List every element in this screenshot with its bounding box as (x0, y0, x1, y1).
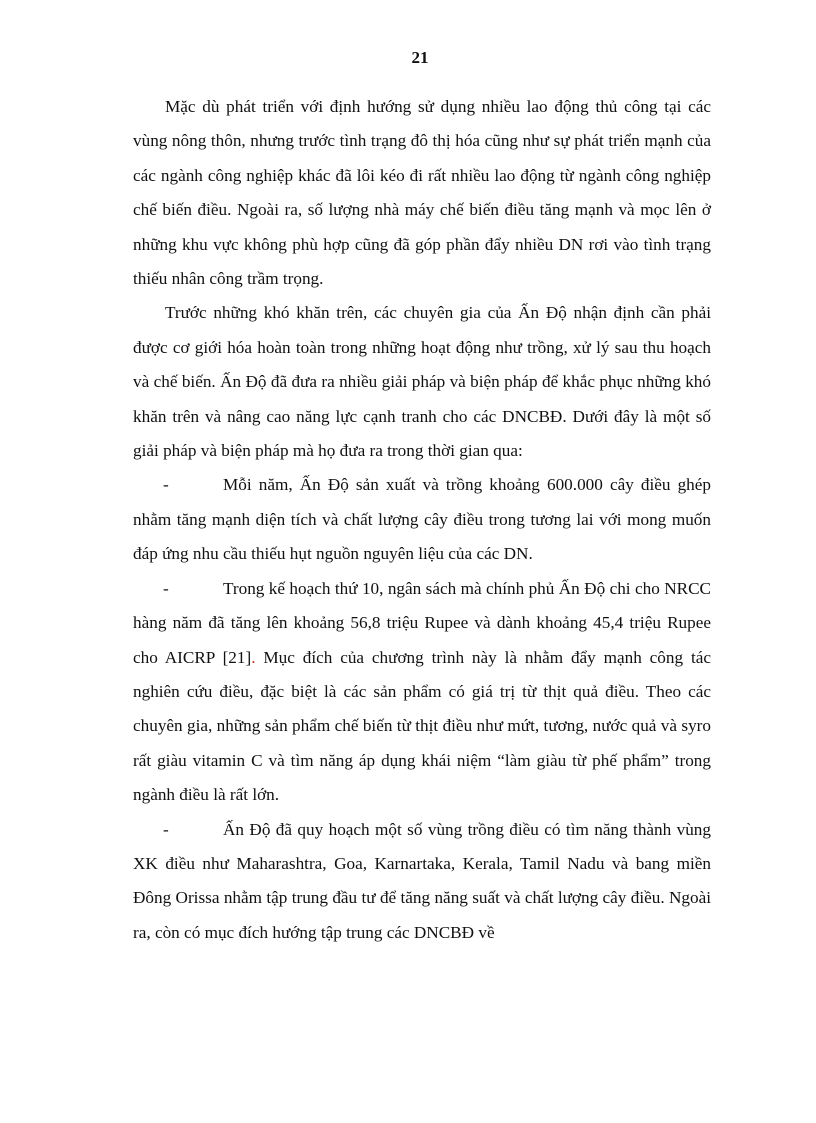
bullet-text: Mỗi năm, Ấn Độ sản xuất và trồng khoảng 600.000 cây điều ghép nhằm tăng mạnh diện tích và chất lượng cây điều trong tương lai với mong muốn đáp ứng nhu cầu thiếu hụt nguồn nguyên liệu của các DN. (133, 475, 711, 564)
bullet-dash: - (163, 578, 169, 598)
paragraph: Mặc dù phát triển với định hướng sử dụng nhiều lao động thủ công tại các vùng nông thôn, nhưng trước tình trạng đô thị hóa cũng như sự phát triển mạnh của các ngành công nghiệp khác đã lôi kéo đi rất nhiều lao động từ ngành công nghiệp chế biến điều. Ngoài ra, số lượng nhà máy chế biến điều tăng mạnh và mọc lên ở những khu vực không phù hợp cũng đã góp phần đẩy nhiều DN rơi vào tình trạng thiếu nhân công trầm trọng. (133, 97, 711, 289)
bullet-dash: - (163, 819, 169, 839)
bullet-dash: - (163, 475, 169, 495)
bullet-item (133, 468, 711, 571)
bullet-text-continued: Mục đích của chương trình này là nhằm đẩy mạnh công tác nghiên cứu điều, đặc biệt là các sản phẩm có giá trị từ thịt quả điều. Theo các chuyên gia, những sản phẩm chế biến từ thịt điều như mứt, tương, nước quả và syro rất giàu vitamin C và tìm năng áp dụng khái niệm “làm giàu từ phế phẩm” trong ngành điều là rất lớn. (133, 647, 711, 805)
page-number: 21 (411, 48, 429, 67)
paragraph: Trước những khó khăn trên, các chuyên gia của Ấn Độ nhận định cần phải được cơ giới hóa hoàn toàn trong những hoạt động như trồng, xử lý sau thu hoạch và chế biến. Ấn Độ đã đưa ra nhiều giải pháp và biện pháp để khắc phục những khó khăn trên và nâng cao năng lực cạnh tranh cho các DNCBĐ. Dưới đây là một số giải pháp và biện pháp mà họ đưa ra trong thời gian qua: (133, 303, 711, 461)
document-body (133, 90, 711, 950)
bullet-text: Trong kế hoạch thứ 10, ngân sách mà chính phủ Ấn Độ chi cho NRCC hàng năm đã tăng lên khoảng 56,8 triệu Rupee và dành khoảng 45,4 triệu Rupee cho AICRP [21] (133, 578, 711, 667)
bullet-item (133, 813, 711, 951)
reference-mark: . (251, 647, 256, 667)
bullet-text: Ấn Độ đã quy hoạch một số vùng trồng điều có tìm năng thành vùng XK điều như Maharashtra, Goa, Karnartaka, Kerala, Tamil Nadu và bang miền Đông Orissa nhằm tập trung đầu tư để tăng năng suất và chất lượng cây điều. Ngoài ra, còn có mục đích hướng tập trung các DNCBĐ về (133, 819, 711, 942)
bullet-item (133, 572, 711, 813)
